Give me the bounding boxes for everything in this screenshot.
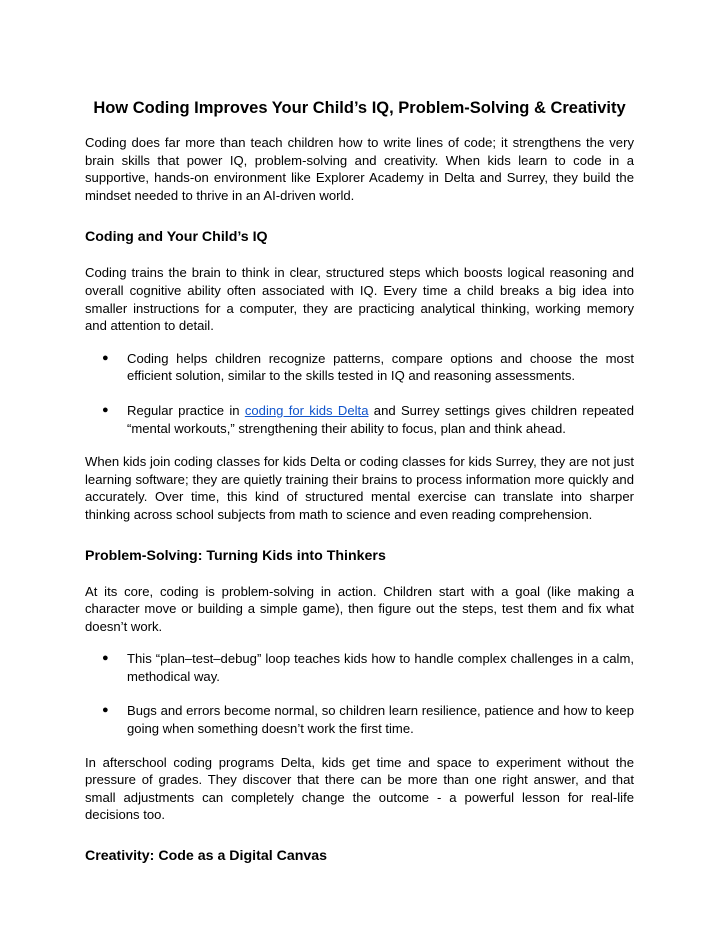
document-title: How Coding Improves Your Child’s IQ, Problem-Solving & Creativity bbox=[93, 99, 626, 117]
bullet-text-after-link: and Surrey settings gives children repeated “mental workouts,” strengthening their ability to focus, plan and think ahead. bbox=[127, 402, 634, 436]
bullet-text: This “plan–test–debug” loop teaches kids how to handle complex challenges in a calm, methodical way. bbox=[127, 651, 634, 684]
bullet-icon: ● bbox=[102, 704, 109, 717]
problem-solving-paragraph-2: In afterschool coding programs Delta, kids get time and space to experiment without the pressure of grades. They discover that there can be more than one right answer, and that small adjustments can completely change the outcome - a powerful lesson for real-life decisions too. bbox=[85, 754, 634, 823]
iq-bullet-list bbox=[85, 350, 634, 437]
section-heading-problem-solving: Problem-Solving: Turning Kids into Thinkers bbox=[85, 547, 386, 564]
bullet-icon: ● bbox=[102, 652, 109, 665]
list-item bbox=[85, 650, 634, 685]
iq-paragraph-2: When kids join coding classes for kids Delta or coding classes for kids Surrey, they are not just learning software; they are quietly training their brains to process information more quickly and accurately. Over time, this kind of structured mental exercise can translate into sharper thinking across school subjects from math to science and even reading comprehension. bbox=[85, 454, 634, 522]
section-heading-iq: Coding and Your Child’s IQ bbox=[85, 229, 268, 246]
iq-paragraph-1: Coding trains the brain to think in clear, structured steps which boosts logical reasoning and overall cognitive ability often associated with IQ. Every time a child breaks a big idea into smaller instructions for a computer, they are practicing analytical thinking, working memory and attention to detail. bbox=[85, 265, 634, 334]
document-page bbox=[85, 96, 634, 883]
bullet-icon: ● bbox=[102, 351, 109, 364]
bullet-text: Bugs and errors become normal, so children learn resilience, patience and how to keep going when something doesn’t work the first time. bbox=[127, 703, 634, 737]
problem-solving-bullet-list bbox=[85, 650, 634, 737]
coding-for-kids-delta-link[interactable]: coding for kids Delta bbox=[244, 402, 369, 418]
list-item bbox=[85, 350, 634, 385]
section-heading-creativity: Creativity: Code as a Digital Canvas bbox=[85, 848, 328, 865]
list-item bbox=[85, 402, 634, 437]
list-item bbox=[85, 702, 634, 737]
bullet-icon: ● bbox=[102, 403, 109, 416]
problem-solving-paragraph-1: At its core, coding is problem-solving in action. Children start with a goal (like making a character move or building a simple game), then figure out the steps, test them and fix what doesn’t work. bbox=[85, 583, 634, 634]
bullet-text: Coding helps children recognize patterns, compare options and choose the most efficient solution, similar to the skills tested in IQ and reasoning assessments. bbox=[127, 350, 634, 384]
intro-paragraph: Coding does far more than teach children how to write lines of code; it strengthens the very brain skills that power IQ, problem-solving and creativity. When kids learn to code in a supportive, hands-on environment like Explorer Academy in Delta and Surrey, they build the mindset needed to thrive in an AI-driven world. bbox=[85, 135, 634, 203]
bullet-text-before-link: Regular practice in bbox=[127, 402, 245, 418]
